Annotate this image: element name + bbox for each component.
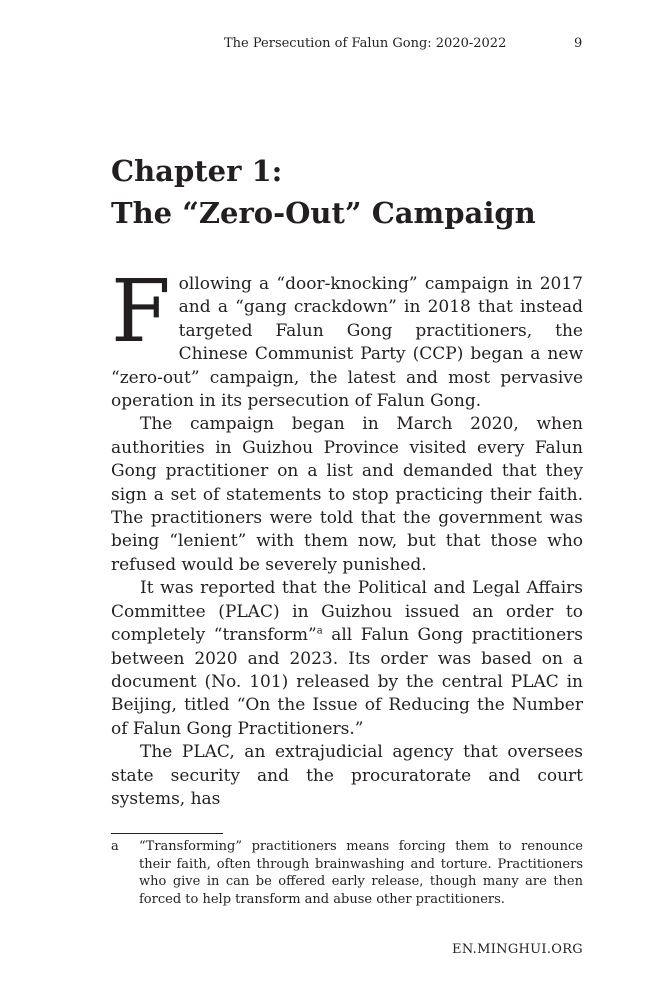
footnote-marker: a: [111, 839, 119, 854]
paragraph-1: [111, 262, 583, 413]
footnote-reference: a: [316, 625, 323, 637]
chapter-label: Chapter 1:: [111, 154, 283, 188]
chapter-title: The “Zero-Out” Campaign: [111, 196, 536, 230]
footnote-divider: [111, 833, 223, 834]
footnote: [111, 838, 583, 908]
paragraph-2: The campaign began in March 2020, when authorities in Guizhou Province visited every Falun Gong practitioner on a list and demanded that they sign a set of statements to stop practicing their faith. The practitioners were told that the government was being “lenient” with them now, but that those who refused would be severely punished.: [111, 414, 583, 575]
paragraph-3: [111, 577, 583, 741]
paragraph-1-text: ollowing a “door-knocking” campaign in 2017 and a “gang crackdown” in 2018 that instead targeted Falun Gong practitioners, the Chinese Communist Party (CCP) began a new “zero-out” campaign, the latest and most pervasive operation in its persecution of Falun Gong.: [111, 274, 583, 412]
paragraph-3-text-a: It was reported that the Political and Legal Affairs Committee (PLAC) in Guizhou issued an order to completely “transform”: [111, 578, 583, 646]
site-url: EN.MINGHUI.ORG: [452, 942, 583, 957]
footnote-text: “Transforming” practitioners means forcing them to renounce their faith, often through brainwashing and torture. Practitioners who give in can be offered early release, though many are then forced to help transform and abuse other practitioners.: [139, 839, 583, 907]
paragraph-4: The PLAC, an extrajudicial agency that oversees state security and the procuratorate and court systems, has: [111, 742, 583, 809]
chapter-heading: [111, 150, 581, 234]
page-number: 9: [574, 36, 583, 51]
running-title: The Persecution of Falun Gong: 2020-2022: [224, 36, 507, 51]
paragraph-3-text-b: all Falun Gong practitioners between 2020 and 2023. Its order was based on a document (No. 101) released by the central PLAC in Beijing, titled “On the Issue of Reducing the Number of Falun Gong Practitioners.”: [111, 625, 583, 739]
running-header: [0, 34, 667, 54]
drop-cap: F: [111, 262, 171, 362]
body-text: [111, 262, 583, 811]
